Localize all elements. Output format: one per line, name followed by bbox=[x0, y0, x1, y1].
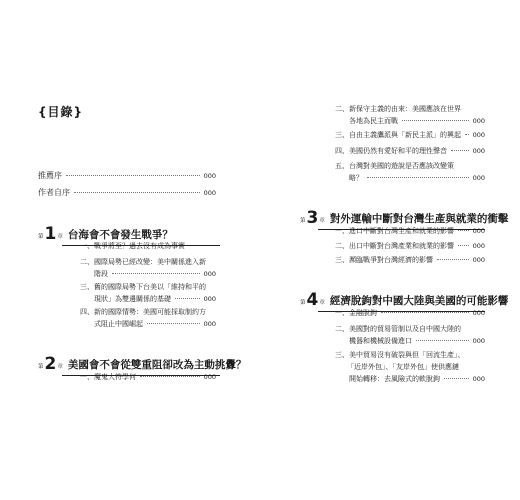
chapter-title: 經濟脫鉤對中國大陸與美國的可能影響 bbox=[329, 295, 509, 307]
section-text: 三、舊的國際局勢下台美以「維持和平的 bbox=[80, 283, 206, 291]
section-text: 一、進口中斷對台灣生產和就業的影響 bbox=[335, 227, 454, 235]
page-number: 000 bbox=[472, 147, 485, 155]
section-text: 機器和機械設備進口 bbox=[349, 337, 412, 345]
front-matter-item[interactable] bbox=[38, 187, 216, 198]
chapter-suffix: 章 bbox=[319, 300, 325, 306]
section-text: 一、金融脫鉤 bbox=[335, 309, 377, 317]
section-item[interactable] bbox=[80, 256, 216, 280]
page-number: 000 bbox=[472, 337, 485, 345]
page-number: 000 bbox=[203, 373, 216, 381]
section-text: 式阻止中國崛起 bbox=[94, 320, 143, 328]
page-number: 000 bbox=[472, 117, 485, 125]
page-number: 000 bbox=[203, 172, 216, 180]
section-item[interactable] bbox=[335, 160, 485, 184]
chapter-number: 4 bbox=[306, 290, 319, 310]
page-number: 000 bbox=[203, 320, 216, 328]
section-text: 二、新保守主義的由來：美國應該在世界 bbox=[335, 105, 461, 113]
page-number: 000 bbox=[203, 270, 216, 278]
chapter-suffix: 章 bbox=[57, 364, 63, 370]
section-item[interactable] bbox=[80, 306, 216, 330]
section-text: 開始轉移：去風險式的軟脫鉤 bbox=[349, 375, 440, 383]
section-text: 階段 bbox=[94, 270, 108, 278]
page-number: 000 bbox=[472, 174, 485, 182]
dot-leader bbox=[451, 150, 469, 151]
section-text: 三、瀕臨戰爭對台灣經濟的影響 bbox=[335, 256, 433, 264]
dot-leader bbox=[458, 245, 469, 246]
section-item[interactable] bbox=[335, 307, 485, 319]
section-text: 四、新的國際情勢：美國可能採取制約方 bbox=[80, 308, 206, 316]
chapter-number: 1 bbox=[44, 224, 57, 244]
page-number: 000 bbox=[472, 227, 485, 235]
dot-leader bbox=[66, 175, 200, 176]
section-text: 一、魔鬼大符學何 bbox=[80, 373, 136, 381]
dot-leader bbox=[381, 312, 469, 313]
chapter-number: 2 bbox=[44, 354, 57, 374]
chapter-3-heading[interactable] bbox=[300, 210, 508, 226]
dot-leader bbox=[465, 134, 469, 135]
chapter-suffix: 章 bbox=[57, 234, 63, 240]
front-matter-label: 作者自序 bbox=[38, 188, 70, 197]
section-text: 三、美中貿易沒有破裂與但「回流生產」、 bbox=[335, 351, 465, 359]
page-number: 000 bbox=[472, 309, 485, 317]
section-text: 三、自由主義鷹派與「新民主派」的興起 bbox=[335, 131, 461, 139]
chapter-title: 美國會不會從雙重阻卻改為主動挑釁？ bbox=[67, 359, 247, 371]
section-item[interactable] bbox=[335, 349, 485, 385]
front-matter-label: 推薦序 bbox=[38, 171, 62, 180]
section-item[interactable] bbox=[335, 240, 485, 252]
dot-leader bbox=[402, 120, 469, 121]
page-number: 000 bbox=[203, 189, 216, 197]
dot-leader bbox=[175, 298, 200, 299]
chapter-prefix: 第 bbox=[38, 234, 44, 240]
dot-leader bbox=[112, 273, 200, 274]
dot-leader bbox=[458, 230, 469, 231]
section-item[interactable] bbox=[335, 323, 485, 347]
section-text: 各地為民主而戰 bbox=[349, 117, 398, 125]
chapter-prefix: 第 bbox=[300, 300, 306, 306]
section-text: 二、國際局勢已經改變：美中關係進入新 bbox=[80, 258, 206, 266]
section-item[interactable] bbox=[80, 281, 216, 305]
chapter-prefix: 第 bbox=[38, 364, 44, 370]
section-text: 二、出口中斷對台灣產業和就業的影響 bbox=[335, 242, 454, 250]
chapter-number: 3 bbox=[306, 208, 319, 228]
chapter-prefix: 第 bbox=[300, 218, 306, 224]
section-item[interactable] bbox=[80, 240, 216, 252]
section-text: 略？ bbox=[349, 174, 363, 182]
section-text: 現狀」為雙邊關係的基礎 bbox=[94, 295, 171, 303]
section-item[interactable] bbox=[335, 254, 485, 266]
chapter-suffix: 章 bbox=[319, 218, 325, 224]
dot-leader bbox=[416, 340, 469, 341]
section-item[interactable] bbox=[335, 225, 485, 237]
page-number: 000 bbox=[203, 295, 216, 303]
front-matter-item[interactable] bbox=[38, 170, 216, 181]
chapter-4-heading[interactable] bbox=[300, 292, 508, 308]
chapter-title: 台海會不會發生戰爭？ bbox=[67, 229, 173, 241]
page-number: 000 bbox=[472, 375, 485, 383]
section-item[interactable] bbox=[335, 129, 485, 141]
dot-leader bbox=[437, 259, 469, 260]
section-text: 五、台灣對美國的遊說是否應該改變策 bbox=[335, 162, 454, 170]
page-number: 000 bbox=[472, 131, 485, 139]
section-item[interactable] bbox=[335, 103, 485, 127]
toc-title: {目錄} bbox=[38, 105, 84, 119]
dot-leader bbox=[74, 192, 200, 193]
section-text: 二、美國對的貿易管制以及自中國大陸的 bbox=[335, 325, 461, 333]
dot-leader bbox=[140, 376, 200, 377]
page-number: 000 bbox=[472, 242, 485, 250]
section-text: 一、戰爭將至？過去沒有成為事實 bbox=[80, 242, 185, 250]
section-item[interactable] bbox=[80, 371, 216, 383]
dot-leader bbox=[444, 378, 469, 379]
page-number: 000 bbox=[472, 256, 485, 264]
section-text: 四、美國仍然有愛好和平的理性聲音 bbox=[335, 147, 447, 155]
chapter-2-heading[interactable] bbox=[38, 356, 246, 372]
section-item[interactable] bbox=[335, 145, 485, 157]
dot-leader bbox=[367, 177, 469, 178]
dot-leader bbox=[147, 323, 200, 324]
chapter-title: 對外運輸中斷對台灣生產與就業的衝擊 bbox=[329, 213, 509, 225]
section-text: 「近岸外包」、「友岸外包」使供應鏈 bbox=[347, 363, 459, 371]
